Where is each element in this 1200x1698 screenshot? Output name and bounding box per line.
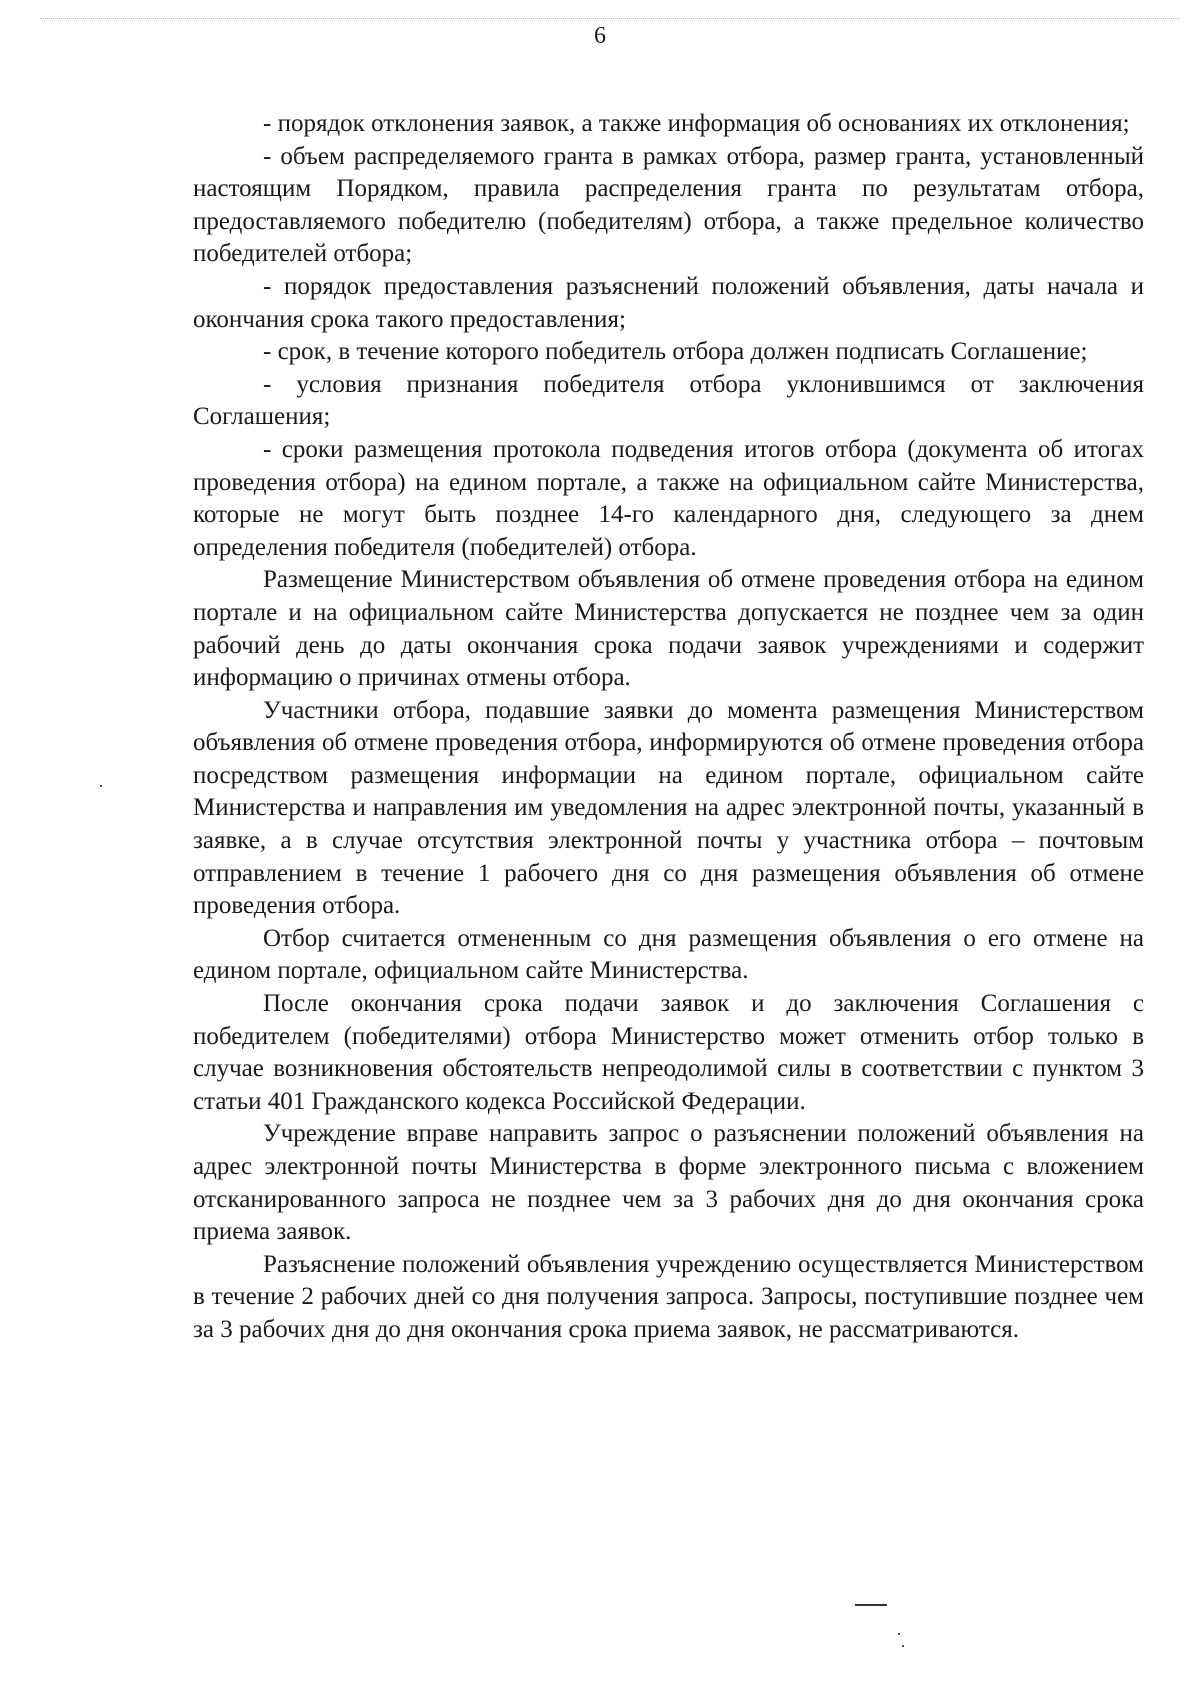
paragraph-evasion-conditions: - условия признания победителя отбора уклонившимся от заключения Соглашения; [193, 370, 1144, 431]
document-body [193, 108, 1144, 1347]
scan-artifact-dash [855, 1604, 887, 1606]
paragraph-clarification-procedure: - порядок предоставления разъяснений положений объявления, даты начала и окончания срока такого предоставления; [193, 272, 1144, 333]
scan-artifact-dot [898, 1633, 900, 1635]
paragraph-cancellation-notice: Размещение Министерством объявления об отмене проведения отбора на едином портале и на официальном сайте Министерства допускается не позднее чем за один рабочий день до даты окончания срока подачи заявок учреждениями и содержит информацию о причинах отмены отбора. [193, 566, 1144, 692]
paragraph-cancellation-effective: Отбор считается отмененным со дня размещения объявления о его отмене на едином портале, официальном сайте Министерства. [193, 924, 1144, 985]
scan-artifact-dot [902, 1645, 904, 1647]
paragraph-force-majeure: После окончания срока подачи заявок и до заключения Соглашения с победителем (победителями) отбора Министерство может отменить отбор только в случае возникновения обстоятельств непреодолимой силы в соответствии с пунктом 3 статьи 401 Гражданского кодекса Российской Федерации. [193, 990, 1144, 1115]
paragraph-protocol-deadlines: - сроки размещения протокола подведения итогов отбора (документа об итогах проведения отбора) на едином портале, а также на официальном сайте Министерства, которые не могут быть позднее 14-го календарного дня, следующего за днем определения победителя (победителей) отбора. [193, 435, 1144, 561]
paragraph-clarification-response: Разъяснение положений объявления учреждению осуществляется Министерством в течение 2 рабочих дней со дня получения запроса. Запросы, поступившие позднее чем за 3 рабочих дня до дня окончания срока приема заявок, не рассматриваются. [193, 1250, 1144, 1343]
page-number: 6 [594, 23, 606, 49]
scan-artifact-top-line [40, 18, 1180, 19]
paragraph-rejection-procedure: - порядок отклонения заявок, а также информация об основаниях их отклонения; [263, 110, 1130, 137]
paragraph-signing-deadline: - срок, в течение которого победитель отбора должен подписать Соглашение; [263, 338, 1088, 366]
scan-artifact-dot [100, 785, 102, 787]
paragraph-participants-informed: Участники отбора, подавшие заявки до момента размещения Министерством объявления об отмене проведения отбора, информируются об отмене проведения отбора посредством размещения информации на едином портале, официальном сайте Министерства и направления им уведомления на адрес электронной почты, указанный в заявке, а в случае отсутствия электронной почты у участника отбора – почтовым отправлением в течение 1 рабочего дня со дня размещения объявления об отмене проведения отбора. [193, 696, 1144, 920]
paragraph-grant-volume: - объем распределяемого гранта в рамках отбора, размер гранта, установленный настоящим Порядком, правила распределения гранта по результатам отбора, предоставляемого победителю (победителям) отбора, а также предельное количество победителей отбора; [193, 142, 1144, 268]
paragraph-clarification-request: Учреждение вправе направить запрос о разъяснении положений объявления на адрес электронной почты Министерства в форме электронного письма с вложением отсканированного запроса не позднее чем за 3 рабочих дня до дня окончания срока приема заявок. [193, 1120, 1144, 1246]
